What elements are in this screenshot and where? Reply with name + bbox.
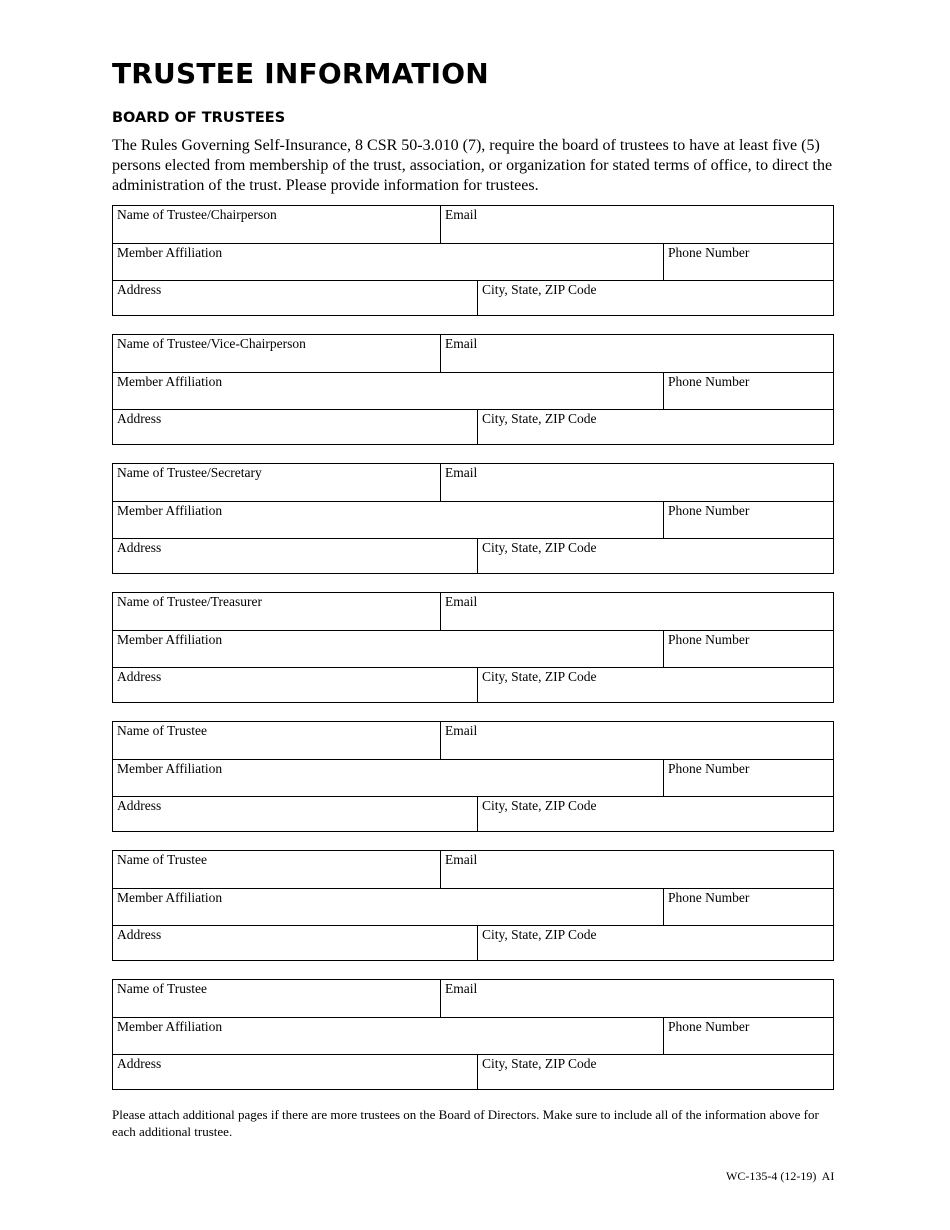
city-state-zip-field[interactable] bbox=[477, 668, 833, 703]
trustee-row-address-city bbox=[113, 796, 833, 832]
email-label: Email bbox=[445, 981, 478, 996]
trustee-row-name-email bbox=[113, 851, 833, 888]
member-affiliation-field[interactable] bbox=[113, 244, 663, 281]
city-state-zip-label: City, State, ZIP Code bbox=[482, 411, 597, 426]
phone-number-field[interactable] bbox=[663, 244, 833, 281]
address-field[interactable] bbox=[113, 797, 477, 832]
trustee-row-address-city bbox=[113, 1054, 833, 1090]
city-state-zip-field[interactable] bbox=[477, 1055, 833, 1090]
member-affiliation-label: Member Affiliation bbox=[117, 890, 223, 905]
address-field[interactable] bbox=[113, 410, 477, 445]
address-field[interactable] bbox=[113, 1055, 477, 1090]
trustee-name-label: Name of Trustee/Vice-Chairperson bbox=[117, 336, 306, 351]
email-label: Email bbox=[445, 207, 478, 222]
trustee-row-name-email bbox=[113, 722, 833, 759]
email-field[interactable] bbox=[440, 335, 833, 372]
trustee-block bbox=[112, 592, 834, 703]
trustee-block bbox=[112, 205, 834, 316]
phone-number-label: Phone Number bbox=[668, 374, 750, 389]
email-field[interactable] bbox=[440, 464, 833, 501]
trustee-block bbox=[112, 463, 834, 574]
email-label: Email bbox=[445, 336, 478, 351]
trustee-row-name-email bbox=[113, 593, 833, 630]
address-field[interactable] bbox=[113, 539, 477, 574]
trustee-row-affiliation-phone bbox=[113, 1017, 833, 1055]
phone-number-label: Phone Number bbox=[668, 245, 750, 260]
email-field[interactable] bbox=[440, 206, 833, 243]
member-affiliation-field[interactable] bbox=[113, 889, 663, 926]
address-label: Address bbox=[117, 411, 162, 426]
trustee-row-name-email bbox=[113, 980, 833, 1017]
trustee-name-field[interactable] bbox=[113, 464, 440, 501]
trustee-row-address-city bbox=[113, 409, 833, 445]
city-state-zip-label: City, State, ZIP Code bbox=[482, 798, 597, 813]
trustee-name-field[interactable] bbox=[113, 593, 440, 630]
phone-number-label: Phone Number bbox=[668, 503, 750, 518]
trustee-row-affiliation-phone bbox=[113, 630, 833, 668]
phone-number-label: Phone Number bbox=[668, 1019, 750, 1034]
city-state-zip-field[interactable] bbox=[477, 926, 833, 961]
trustee-name-label: Name of Trustee/Secretary bbox=[117, 465, 262, 480]
city-state-zip-label: City, State, ZIP Code bbox=[482, 540, 597, 555]
email-field[interactable] bbox=[440, 980, 833, 1017]
trustee-block bbox=[112, 850, 834, 961]
email-label: Email bbox=[445, 594, 478, 609]
member-affiliation-field[interactable] bbox=[113, 760, 663, 797]
city-state-zip-label: City, State, ZIP Code bbox=[482, 669, 597, 684]
phone-number-label: Phone Number bbox=[668, 761, 750, 776]
trustee-row-affiliation-phone bbox=[113, 372, 833, 410]
member-affiliation-field[interactable] bbox=[113, 502, 663, 539]
trustee-name-field[interactable] bbox=[113, 980, 440, 1017]
address-label: Address bbox=[117, 1056, 162, 1071]
email-label: Email bbox=[445, 852, 478, 867]
trustee-block bbox=[112, 979, 834, 1090]
address-field[interactable] bbox=[113, 281, 477, 316]
page-title: TRUSTEE INFORMATION bbox=[112, 57, 489, 90]
address-label: Address bbox=[117, 798, 162, 813]
email-label: Email bbox=[445, 465, 478, 480]
phone-number-label: Phone Number bbox=[668, 890, 750, 905]
trustee-row-address-city bbox=[113, 538, 833, 574]
member-affiliation-label: Member Affiliation bbox=[117, 374, 223, 389]
trustee-block bbox=[112, 721, 834, 832]
trustee-row-affiliation-phone bbox=[113, 888, 833, 926]
trustee-name-label: Name of Trustee/Chairperson bbox=[117, 207, 277, 222]
member-affiliation-field[interactable] bbox=[113, 1018, 663, 1055]
trustee-name-field[interactable] bbox=[113, 335, 440, 372]
member-affiliation-label: Member Affiliation bbox=[117, 632, 223, 647]
city-state-zip-label: City, State, ZIP Code bbox=[482, 282, 597, 297]
trustee-row-address-city bbox=[113, 925, 833, 961]
phone-number-field[interactable] bbox=[663, 760, 833, 797]
footnote: Please attach additional pages if there are more trustees on the Board of Directors. Make sure to include all of the information above for each additional trustee. bbox=[112, 1107, 819, 1139]
trustee-row-affiliation-phone bbox=[113, 501, 833, 539]
member-affiliation-label: Member Affiliation bbox=[117, 245, 223, 260]
email-field[interactable] bbox=[440, 722, 833, 759]
address-label: Address bbox=[117, 927, 162, 942]
address-label: Address bbox=[117, 282, 162, 297]
trustee-name-field[interactable] bbox=[113, 206, 440, 243]
member-affiliation-label: Member Affiliation bbox=[117, 761, 223, 776]
city-state-zip-field[interactable] bbox=[477, 281, 833, 316]
address-field[interactable] bbox=[113, 668, 477, 703]
trustee-row-address-city bbox=[113, 667, 833, 703]
trustee-block bbox=[112, 334, 834, 445]
city-state-zip-field[interactable] bbox=[477, 797, 833, 832]
address-label: Address bbox=[117, 669, 162, 684]
trustee-name-label: Name of Trustee/Treasurer bbox=[117, 594, 262, 609]
trustee-name-field[interactable] bbox=[113, 722, 440, 759]
phone-number-label: Phone Number bbox=[668, 632, 750, 647]
member-affiliation-field[interactable] bbox=[113, 631, 663, 668]
trustee-name-field[interactable] bbox=[113, 851, 440, 888]
trustee-row-affiliation-phone bbox=[113, 243, 833, 281]
city-state-zip-label: City, State, ZIP Code bbox=[482, 1056, 597, 1071]
email-field[interactable] bbox=[440, 851, 833, 888]
trustee-name-label: Name of Trustee bbox=[117, 852, 207, 867]
form-code: WC-135-4 (12-19) AI bbox=[726, 1169, 835, 1183]
phone-number-field[interactable] bbox=[663, 373, 833, 410]
phone-number-field[interactable] bbox=[663, 889, 833, 926]
trustee-name-label: Name of Trustee bbox=[117, 723, 207, 738]
intro-paragraph: The Rules Governing Self-Insurance, 8 CSR 50-3.010 (7), require the board of trustees to have at least five (5) persons elected from membership of the trust, association, or organization for stated terms of office, to direct the administration of the trust. Please provide information for trustees. bbox=[112, 137, 833, 194]
city-state-zip-label: City, State, ZIP Code bbox=[482, 927, 597, 942]
city-state-zip-field[interactable] bbox=[477, 410, 833, 445]
trustee-name-label: Name of Trustee bbox=[117, 981, 207, 996]
email-label: Email bbox=[445, 723, 478, 738]
phone-number-field[interactable] bbox=[663, 502, 833, 539]
trustee-row-name-email bbox=[113, 464, 833, 501]
trustee-row-name-email bbox=[113, 206, 833, 243]
trustee-row-address-city bbox=[113, 280, 833, 316]
member-affiliation-label: Member Affiliation bbox=[117, 503, 223, 518]
phone-number-field[interactable] bbox=[663, 1018, 833, 1055]
trustee-row-name-email bbox=[113, 335, 833, 372]
phone-number-field[interactable] bbox=[663, 631, 833, 668]
member-affiliation-field[interactable] bbox=[113, 373, 663, 410]
city-state-zip-field[interactable] bbox=[477, 539, 833, 574]
address-field[interactable] bbox=[113, 926, 477, 961]
address-label: Address bbox=[117, 540, 162, 555]
member-affiliation-label: Member Affiliation bbox=[117, 1019, 223, 1034]
trustee-row-affiliation-phone bbox=[113, 759, 833, 797]
email-field[interactable] bbox=[440, 593, 833, 630]
section-subtitle: BOARD OF TRUSTEES bbox=[112, 110, 286, 126]
